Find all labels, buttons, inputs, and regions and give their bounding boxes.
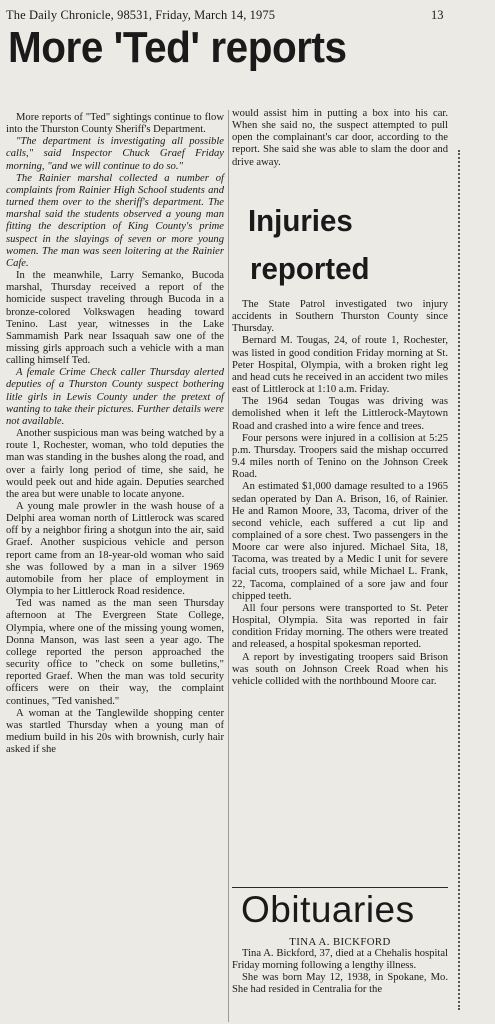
- obituary-paragraph: She was born May 12, 1938, in Spokane, Mo. She had resided in Centralia for the: [232, 972, 448, 996]
- obituary-column: [232, 948, 448, 997]
- ted-paragraph: "The department is investigating all possible calls," said Inspector Chuck Graef Friday morning, "and we will continue to do so.": [6, 136, 224, 172]
- ted-paragraph: A woman at the Tanglewilde shopping center was startled Thursday when a young man of medium build in his 20s with brownish, curly hair asked if she: [6, 707, 224, 756]
- ted-paragraph: Ted was named as the man seen Thursday afternoon at The Evergreen State College, Olympia, where one of the missing young women, Donna Manson, was last seen a year ago. The college reported the person approached the security office to "check on some bulletins," reported Graef. When the man was told security officers were on their way, the complaint continues, "Ted vanished.": [6, 598, 224, 707]
- ted-paragraph: A female Crime Check caller Thursday alerted deputies of a Thurston County suspect bothering litle girls in Lewis County under the pretext of wanting to take their pictures. Further details were not available.: [6, 367, 224, 427]
- ted-story-continuation: [232, 108, 448, 169]
- ted-paragraph: More reports of "Ted" sightings continue to flow into the Thurston County Sheriff's Department.: [6, 112, 224, 136]
- injuries-paragraph: A report by investigating troopers said Brison was south on Johnson Creek Road when his vehicle collided with the northbound Moore car.: [232, 651, 448, 687]
- injuries-paragraph: The 1964 sedan Tougas was driving was demolished when it left the Littlerock-Maytown Road and crashed into a wire fence and trees.: [232, 396, 448, 432]
- obituary-name: TINA A. BICKFORD: [289, 936, 391, 948]
- ted-continuation-paragraph: would assist him in putting a box into his car. When she said no, the suspect attempted to pull open the complainant's car door, according to the report. She said she was able to slam the door and drive away.: [232, 108, 448, 168]
- obituaries-heading: Obituaries: [241, 889, 415, 930]
- ted-paragraph: A young male prowler in the wash house of a Delphi area woman north of Littlerock was scared off by a neighbor firing a shotgun into the air, said Graef. Another suspicious vehicle and person report came from an 18-year-old woman who said she was followed by a man in a silver 1969 automobile from her place of employment in Olympia to her Littlerock Road residence.: [6, 501, 224, 598]
- injuries-story-column: [232, 299, 448, 688]
- page-number: 13: [431, 8, 444, 22]
- ted-paragraph: Another suspicious man was being watched by a route 1, Rochester, woman, who told deputies the man was standing in the bushes along the road, and over a fairly long period of time, she said, he would peek out and hide again. Deputies searched the area but were unable to locate anyone.: [6, 428, 224, 500]
- injuries-paragraph: An estimated $1,000 damage resulted to a 1965 sedan operated by Dan A. Brison, 16, of Rainier. He and Ramon Moore, 33, Tacoma, driver of the second vehicle, each suffered a cut lip and complained of a sore chest. Two passengers in the Moore car were also injured. Michael Sita, 18, Tacoma, was treated by a Medic I unit for severe facial cuts, troopers said, while Michael L. Frank, 22, Tacoma, complained of a sore jaw and four chipped teeth.: [232, 481, 448, 602]
- injuries-paragraph: Bernard M. Tougas, 24, of route 1, Rochester, was listed in good condition Friday morning at St. Peter Hospital, Olympia, with a broken right leg and head cuts he received in an accident two miles east of Littlerock at 1:10 a.m. Friday.: [232, 335, 448, 396]
- adjacent-column-edge: [458, 150, 461, 1010]
- paper-dateline: The Daily Chronicle, 98531, Friday, March 14, 1975: [6, 8, 276, 22]
- injuries-headline-line1: Injuries: [248, 203, 353, 238]
- ted-story-column: [6, 112, 224, 756]
- ted-paragraph: In the meanwhile, Larry Semanko, Bucoda marshal, Thursday received a report of the homicide suspect traveling through Bucoda in a bronze-colored Volkswagen heading toward Tenino. Last year, witnesses in the Lake Sammamish Park near Issaquah saw one of the missing girls approach such a vehicle with a man calling himself Ted.: [6, 270, 224, 367]
- obituary-paragraph: Tina A. Bickford, 37, died at a Chehalis hospital Friday morning following a lengthy illness.: [232, 948, 448, 972]
- ted-paragraph: The Rainier marshal collected a number of complaints from Rainier High School students and turned them over to the sheriff's department. The marshal said the students observed a young man fitting the description of King County's prime suspect in the slayings of seven or more young women. The man was seen loitering at the Rainier Cafe.: [6, 172, 224, 269]
- injuries-headline-line2: reported: [250, 251, 370, 286]
- column-divider: [228, 110, 229, 1022]
- injuries-paragraph: Four persons were injured in a collision at 5:25 p.m. Thursday. Troopers said the mishap occurred 9.4 miles north of Tenino on the Johnson Creek Road.: [232, 432, 448, 481]
- injuries-paragraph: The State Patrol investigated two injury accidents in Southern Thurston County since Thursday.: [232, 299, 448, 335]
- obituaries-rule: [232, 887, 448, 888]
- page-headline: More 'Ted' reports: [8, 23, 347, 72]
- injuries-paragraph: All four persons were transported to St. Peter Hospital, Olympia. Sita was reported in fair condition Friday morning. The others were treated and released, a hospital spokesman reported.: [232, 602, 448, 651]
